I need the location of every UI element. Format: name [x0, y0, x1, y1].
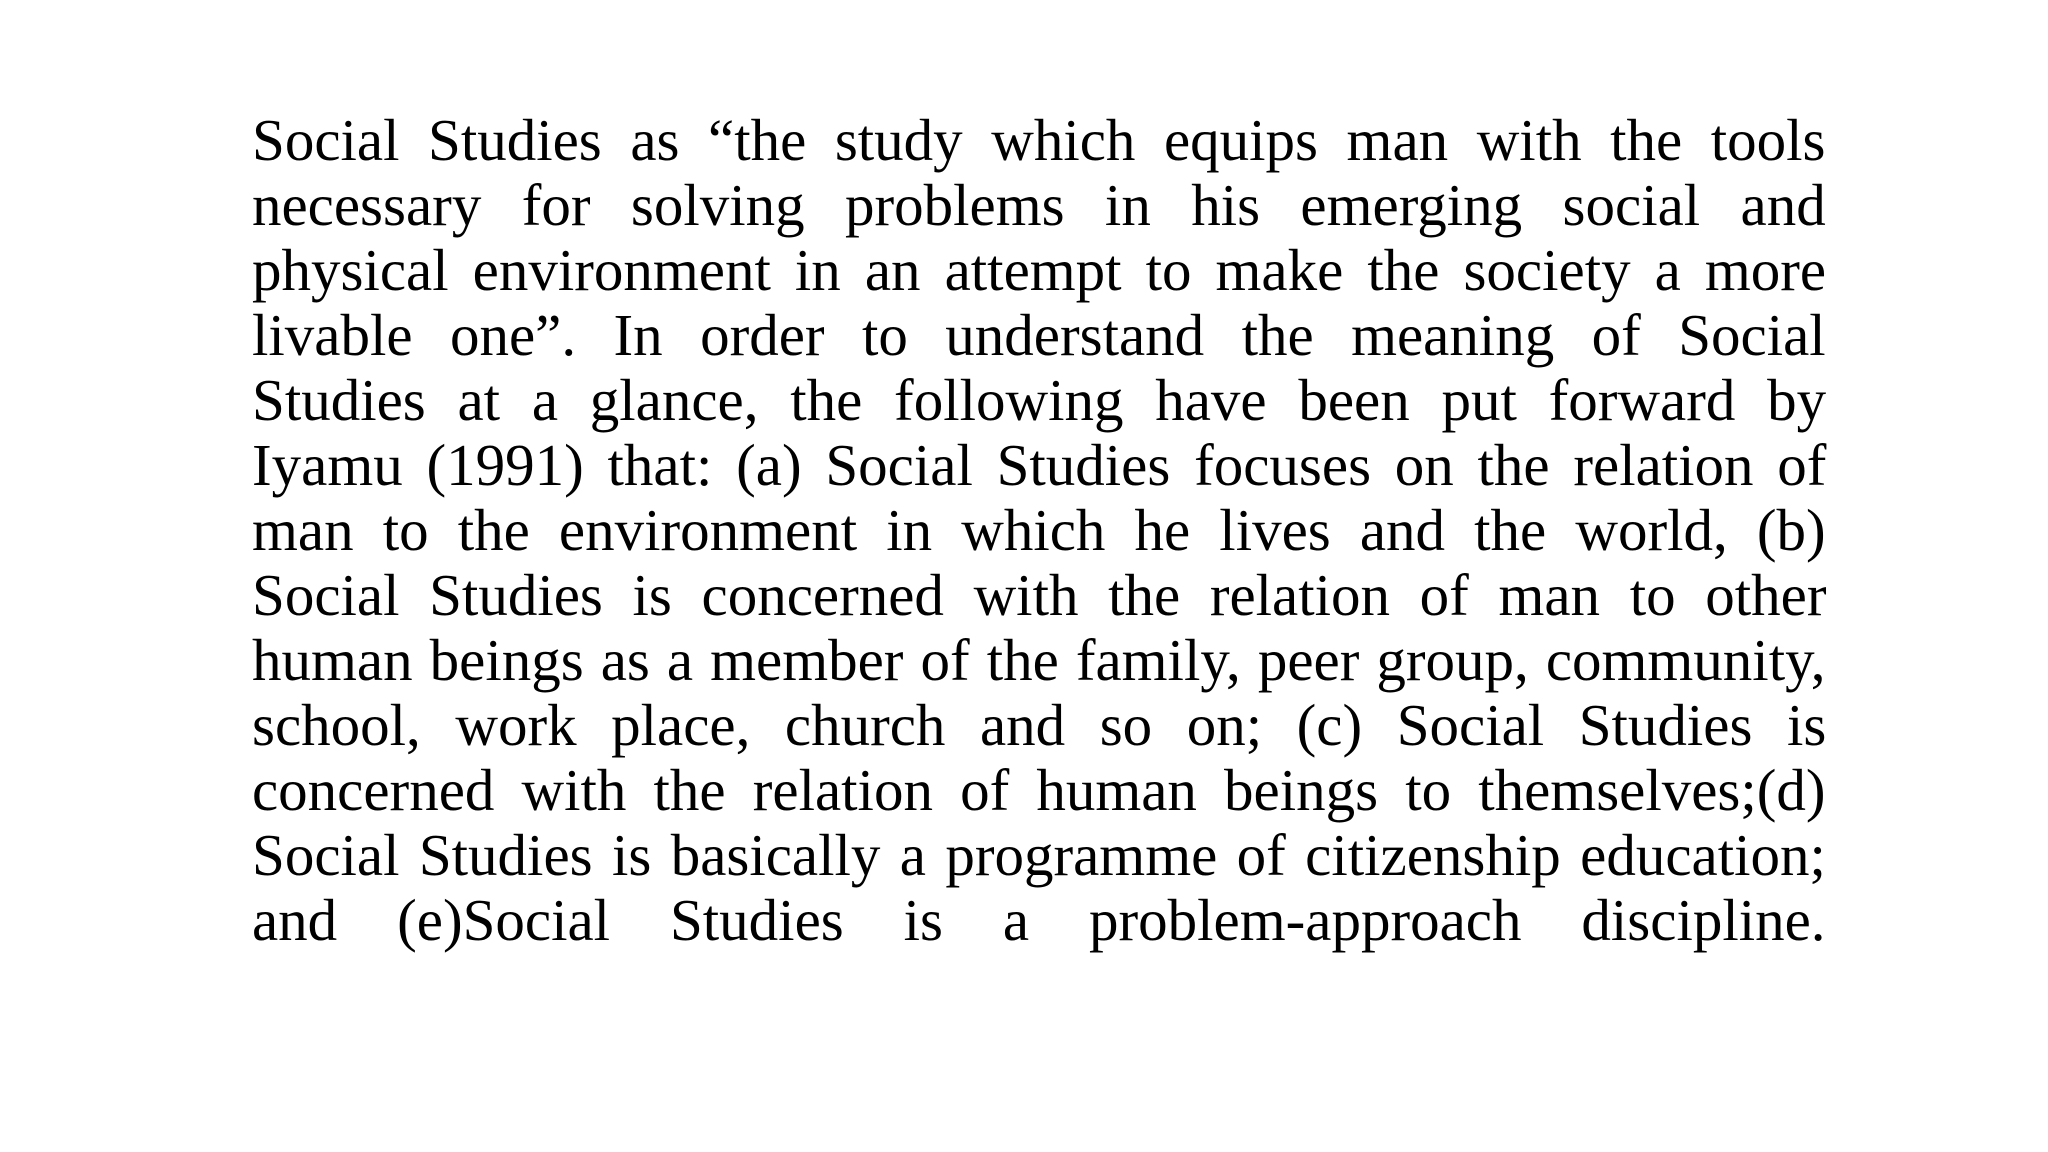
- paragraph-line: human beings as a member of the family, peer group, community,: [252, 627, 1826, 693]
- paragraph-line: man to the environment in which he lives and the world, (b): [252, 497, 1826, 563]
- paragraph-line: Iyamu (1991) that: (a) Social Studies focuses on the relation of: [252, 432, 1827, 498]
- paragraph-line: Studies at a glance, the following have been put forward by: [252, 367, 1827, 433]
- body-paragraph: [252, 108, 1826, 953]
- paragraph-line: Social Studies is concerned with the relation of man to other: [252, 562, 1827, 628]
- paragraph-line: livable one”. In order to understand the meaning of Social: [252, 302, 1826, 368]
- paragraph-line: Social Studies as “the study which equips man with the tools: [252, 107, 1826, 173]
- paragraph-line: school, work place, church and so on; (c) Social Studies is: [252, 692, 1827, 758]
- paragraph-line: concerned with the relation of human beings to themselves;(d): [252, 757, 1826, 823]
- paragraph-line: necessary for solving problems in his emerging social and: [252, 172, 1826, 238]
- paragraph-line: and (e)Social Studies is a problem-approach discipline.: [252, 887, 1826, 953]
- paragraph-line: Social Studies is basically a programme of citizenship education;: [252, 822, 1826, 888]
- paragraph-line: physical environment in an attempt to make the society a more: [252, 237, 1827, 303]
